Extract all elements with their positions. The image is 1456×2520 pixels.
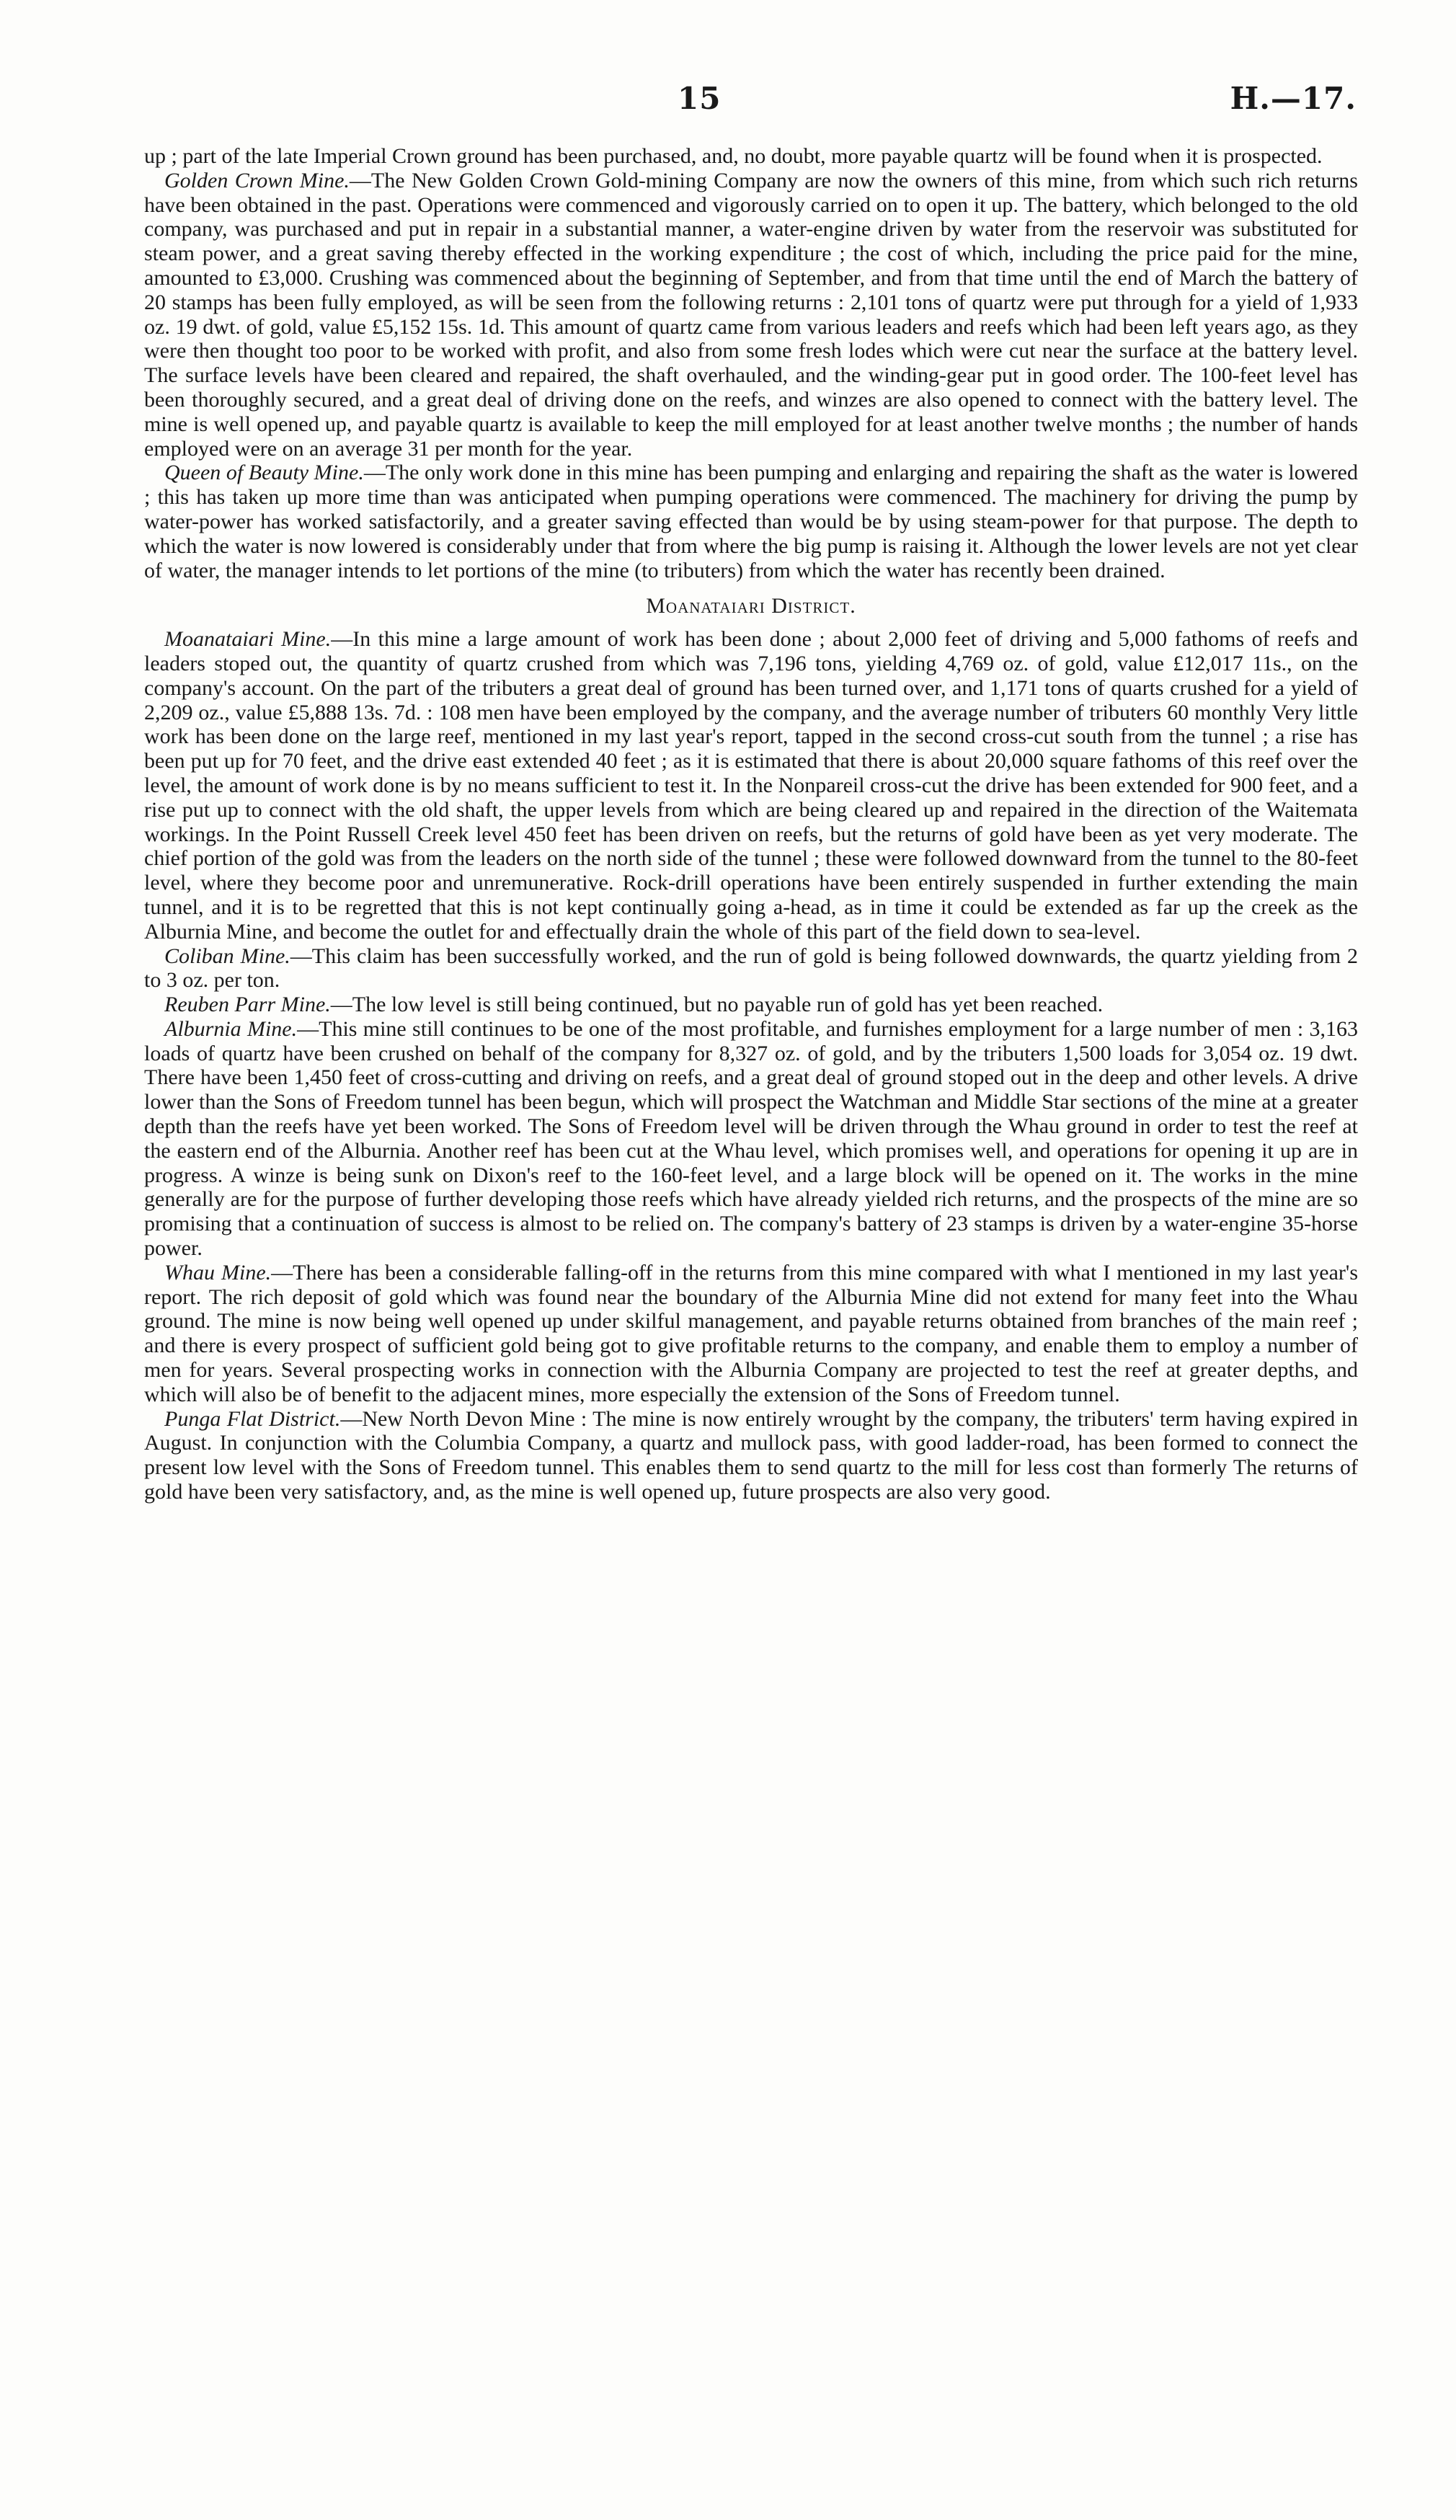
paragraph-title: Whau Mine. [164,1260,272,1285]
paragraph-title: Coliban Mine. [164,944,290,968]
paragraph-reuben-parr [144,993,1358,1017]
paragraph-text: —This mine still continues to be one of the most profitable, and furnishes employment for a large number of men : 3,163 loads of quartz have been crushed on behalf of the company for 8,327 oz. of gold, and by the tributers 1,500 loads for 3,054 oz. 19 dwt. There have been 1,450 feet of cross-cutting and driving on reefs, and a great deal of ground stoped out in the deep and other levels. A drive lower than the Sons of Freedom tunnel has been begun, which will prospect the Watchman and Middle Star sections of the mine at a greater depth than the reefs have yet been worked. The Sons of Freedom level will be driven through the Whau ground in order to test the reef at the eastern end of the Alburnia. Another reef has been cut at the Whau level, which promises well, and operations for opening it up are in progress. A winze is being sunk on Dixon's reef to the 160-feet level, and a large block will be opened on it. The works in the mine generally are for the purpose of further developing those reefs which have already yielded rich returns, and the prospects of the mine are so promising that a continuation of success is almost to be relied on. The company's battery of 23 stamps is driven by a water-engine 35-horse power. [144,1016,1358,1261]
paragraph-title: Punga Flat District. [164,1406,341,1431]
paragraph-continuation [144,144,1358,169]
paragraph-text: —The low level is still being continued, but no payable run of gold has yet been reached. [330,993,1104,1017]
paragraph-text: —The only work done in this mine has been pumping and enlarging and repairing the shaft as the water is lowered ; this has taken up more time than was anticipated when pumping operations were commenced. The machinery for driving the pump by water-power has worked satisfactorily, and a greater saving effected than would be by using steam-power for that purpose. The depth to which the water is now lowered is considerably under that from where the big pump is raising it. Although the lower levels are not yet clear of water, the manager intends to let portions of the mine (to tributers) from which the water has recently been drained. [144,461,1359,582]
district-heading: Moanataiari District. [646,594,856,618]
paragraph-coliban [144,944,1358,993]
paragraph-text: —This claim has been successfully worked, and the run of gold is being followed downwards, the quartz yielding from 2 to 3 oz. per ton. [144,944,1358,993]
paragraph-alburnia [144,1017,1358,1261]
paragraph-text: —The New Golden Crown Gold-mining Company are now the owners of this mine, from which such rich returns have been obtained in the past. Operations were commenced and vigorously carried on to open it up. The battery, which belonged to the old company, was purchased and put in repair in a substantial manner, a water-engine driven by water from the reservoir was substituted for steam power, and a great saving thereby effected in the working expenditure ; the cost of which, including the price paid for the mine, amounted to £3,000. Crushing was commenced about the beginning of September, and from that time until the end of March the battery of 20 stamps has been fully employed, as will be seen from the following returns : 2,101 tons of quartz were put through for a yield of 1,933 oz. 19 dwt. of gold, value £5,152 15s. 1d. This amount of quartz came from various leaders and reefs which had been left years ago, as they were then thought too poor to be worked with profit, and also from some fresh lodes which were cut near the surface at the battery level. The surface levels have been cleared and repaired, the shaft overhauled, and the winding-gear put in good order. The 100-feet level has been thoroughly secured, and a great deal of driving done on the reefs, and winzes are also opened to connect with the battery level. The mine is well opened up, and payable quartz is available to keep the mill employed for at least another twelve months ; the number of hands employed were on an average 31 per month for the year. [144,168,1358,461]
paragraph-text: —There has been a considerable falling-off in the returns from this mine compared with what I mentioned in my last year's report. The rich deposit of gold which was found near the boundary of the Alburnia Mine did not extend for many feet into the Whau ground. The mine is now being well opened up under skilful management, and payable returns obtained from branches of the main reef ; and there is every prospect of sufficient gold being got to give profitable returns to the company, and enable them to employ a number of men for years. Several prospecting works in connection with the Alburnia Company are projected to test the reef at greater depths, and which will also be of benefit to the adjacent mines, more especially the extension of the Sons of Freedom tunnel. [144,1260,1358,1406]
paragraph-title: Golden Crown Mine. [164,168,350,192]
page-header [0,81,1456,124]
body-text [144,144,1358,1504]
paragraph-text: —In this mine a large amount of work has been done ; about 2,000 feet of driving and 5,000 fathoms of reefs and leaders stoped out, the quantity of quartz crushed from which was 7,196 tons, yielding 4,769 oz. of gold, value £12,017 11s., on the company's account. On the part of the tributers a great deal of ground has been turned over, and 1,171 tons of quarts crushed for a yield of 2,209 oz., value £5,888 13s. 7d. : 108 men have been employed by the company, and the average number of tributers 60 monthly Very little work has been done on the large reef, mentioned in my last year's report, tapped in the second cross-cut south from the tunnel ; a rise has been put up for 70 feet, and the drive east extended 40 feet ; as it is estimated that there is about 20,000 square fathoms of this reef over the level, the amount of work done is by no means sufficient to test it. In the Nonpareil cross-cut the drive has been extended for 900 feet, and a rise put up to connect with the old shaft, the upper levels from which are being cleared up and repaired in the direction of the Waitemata workings. In the Point Russell Creek level 450 feet has been driven on reefs, but the returns of gold have been as yet very moderate. The chief portion of the gold was from the leaders on the north side of the tunnel ; these were followed downward from the tunnel to the 80-feet level, where they become poor and unremunerative. Rock-drill operations have been entirely suspended in further extending the main tunnel, and it is to be regretted that this is not kept continually going a-head, as in time it could be extended as far up the creek as the Alburnia Mine, and become the outlet for and effectually drain the whole of this part of the field down to sea-level. [144,627,1358,944]
paragraph-moanataiari [144,627,1358,944]
paragraph-whau [144,1261,1358,1407]
paragraph-title: Queen of Beauty Mine. [164,461,364,485]
paragraph-text: up ; part of the late Imperial Crown ground has been purchased, and, no doubt, more payable quartz will be found when it is prospected. [144,144,1323,168]
document-reference: H.—17. [1230,81,1357,116]
paragraph-text: —New North Devon Mine : The mine is now entirely wrought by the company, the tributers' term having expired in August. In conjunction with the Columbia Company, a quartz and mullock pass, with good ladder-road, has been formed to connect the present low level with the Sons of Freedom tunnel. This enables them to send quartz to the mill for less cost than formerly The returns of gold have been very satisfactory, and, as the mine is well opened up, future prospects are also very good. [144,1406,1358,1504]
paragraph-golden-crown [144,169,1358,461]
paragraph-title: Reuben Parr Mine. [164,993,331,1017]
paragraph-punga-flat [144,1407,1358,1504]
paragraph-title: Alburnia Mine. [164,1016,298,1041]
page-number: 15 [678,81,722,116]
paragraph-queen-of-beauty [144,461,1358,582]
paragraph-title: Moanataiari Mine. [164,627,332,652]
